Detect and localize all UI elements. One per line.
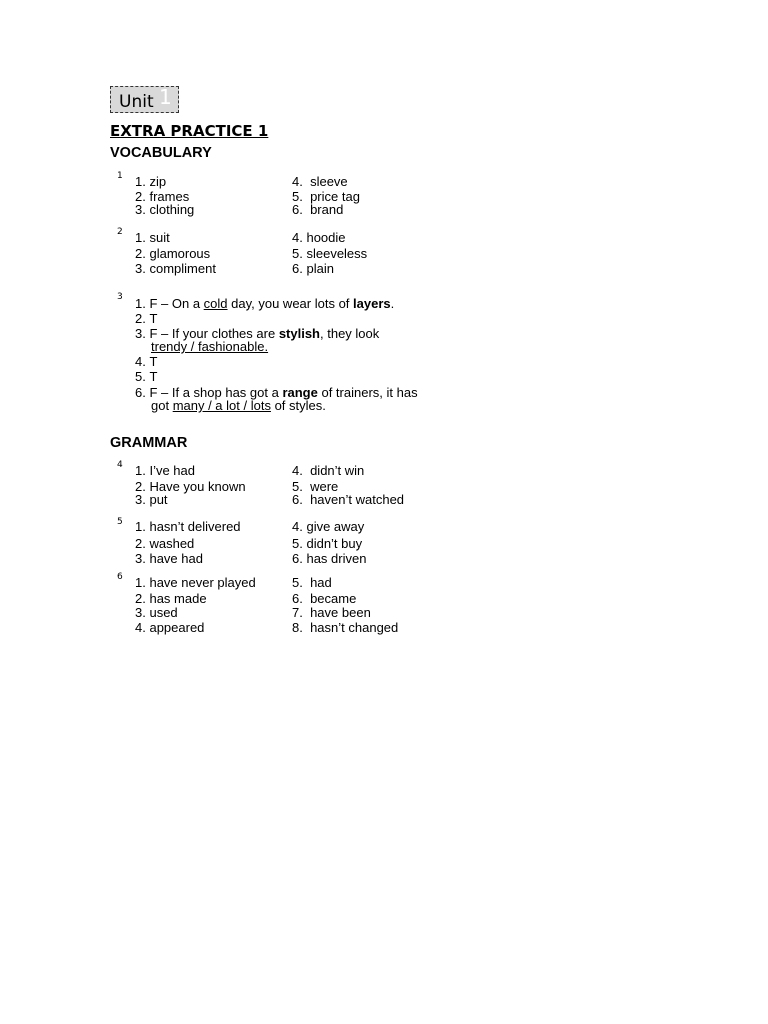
unit-badge: [110, 86, 179, 113]
answer-item: 2. Have you known: [135, 479, 246, 494]
answer-item: 1. I’ve had: [135, 463, 196, 478]
answer-item: 2. has made: [135, 591, 207, 606]
answer-item: 5. were: [292, 479, 339, 494]
answer-item: 1. hasn’t delivered: [135, 519, 241, 534]
unit-number: 1: [159, 85, 172, 109]
exercise-number-3: 3: [117, 292, 123, 302]
answer-item: 3. clothing: [135, 202, 195, 217]
answer-item: 1. zip: [135, 174, 167, 189]
answer-item: 1. have never played: [135, 575, 256, 590]
exercise-number-2: 2: [117, 227, 123, 237]
answer-item: 4. didn’t win: [292, 463, 365, 478]
answer-item: 7. have been: [292, 605, 371, 620]
answer-item: 2. frames: [135, 189, 190, 204]
page-title: EXTRA PRACTICE 1: [110, 122, 269, 140]
answer-item: 4. hoodie: [292, 230, 346, 245]
answer-item: 3. F – If your clothes are stylish, they look: [135, 326, 380, 341]
answer-item-continuation: got many / a lot / lots of styles.: [151, 398, 326, 413]
answer-item-continuation: trendy / fashionable.: [151, 339, 269, 354]
answer-item: 6. F – If a shop has got a range of trainers, it has: [135, 385, 418, 400]
answer-item: 6. plain: [292, 261, 334, 276]
answer-item: 2. glamorous: [135, 246, 211, 261]
answer-item: 6. has driven: [292, 551, 367, 566]
answer-item: 4. T: [135, 354, 158, 369]
answer-item: 2. washed: [135, 536, 195, 551]
answer-item: 5. sleeveless: [292, 246, 368, 261]
answer-item: 1. F – On a cold day, you wear lots of layers.: [135, 296, 395, 311]
answer-item: 4. sleeve: [292, 174, 348, 189]
answer-item: 5. price tag: [292, 189, 360, 204]
answer-item: 5. didn’t buy: [292, 536, 363, 551]
answer-item: 3. have had: [135, 551, 203, 566]
answer-item: 6. brand: [292, 202, 344, 217]
answer-item: 6. became: [292, 591, 357, 606]
answer-item: 3. compliment: [135, 261, 216, 276]
answer-item: 8. hasn’t changed: [292, 620, 399, 635]
answer-item: 1. suit: [135, 230, 170, 245]
answer-item: 3. used: [135, 605, 178, 620]
exercise-number-5: 5: [117, 517, 123, 527]
unit-label: Unit: [119, 92, 154, 112]
answer-item: 4. give away: [292, 519, 365, 534]
answer-item: 5. T: [135, 369, 158, 384]
answer-item: 5. had: [292, 575, 332, 590]
exercise-number-4: 4: [117, 460, 123, 470]
answer-item: 6. haven’t watched: [292, 492, 405, 507]
exercise-number-1: 1: [117, 171, 123, 181]
exercise-number-6: 6: [117, 572, 123, 582]
vocabulary-heading: VOCABULARY: [110, 145, 212, 161]
grammar-heading: GRAMMAR: [110, 435, 188, 451]
answer-item: 4. appeared: [135, 620, 205, 635]
answer-item: 3. put: [135, 492, 168, 507]
answer-item: 2. T: [135, 311, 158, 326]
